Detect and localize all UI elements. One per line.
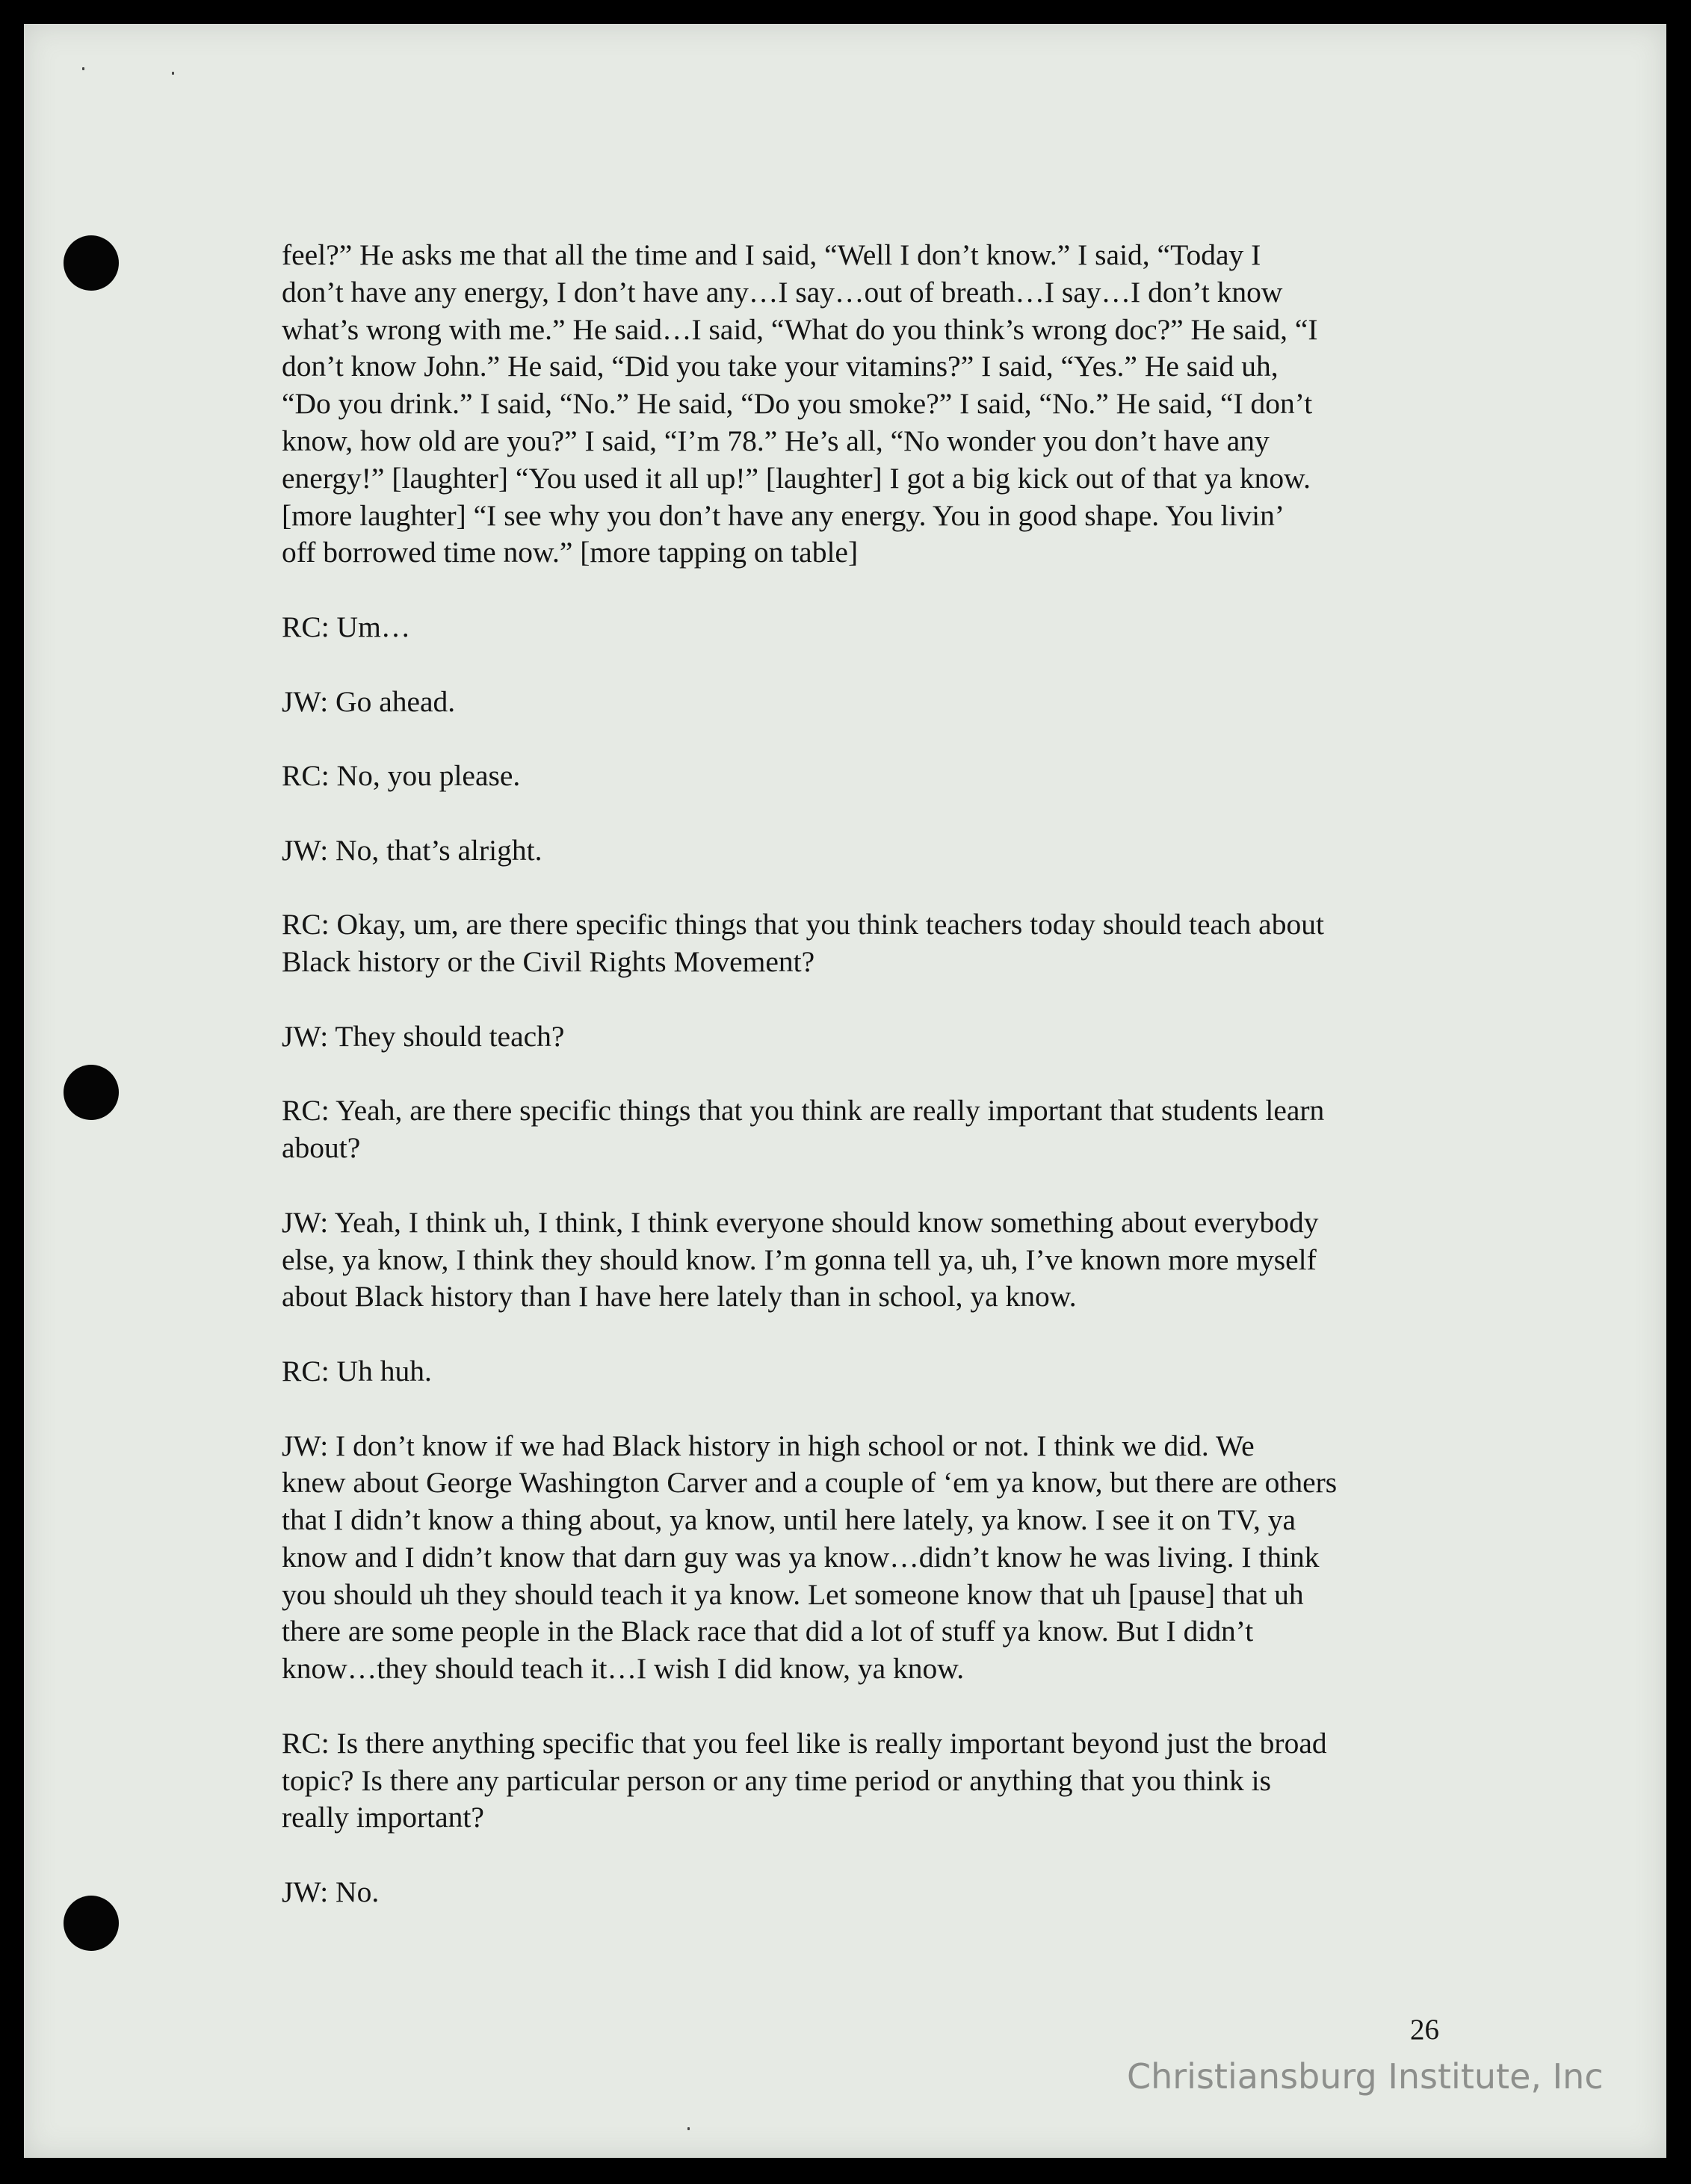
- transcript-line: JW: I don’t know if we had Black history in high school or not. I think we did. We: [282, 1429, 1255, 1462]
- transcript-paragraph: [282, 684, 1462, 721]
- transcript-paragraph: [282, 609, 1462, 646]
- punch-hole-bottom: [64, 1896, 119, 1951]
- transcript-line: RC: Yeah, are there specific things that you think are really important that students learn: [282, 1094, 1325, 1127]
- transcript-line: don’t know John.” He said, “Did you take your vitamins?” I said, “Yes.” He said uh,: [282, 350, 1279, 383]
- transcript-line: know, how old are you?” I said, “I’m 78.” He’s all, “No wonder you don’t have any: [282, 424, 1270, 457]
- transcript-line: “Do you drink.” I said, “No.” He said, “Do you smoke?” I said, “No.” He said, “I don’t: [282, 387, 1313, 421]
- transcript-paragraph: [282, 1092, 1462, 1167]
- transcript-paragraph: [282, 906, 1462, 981]
- transcript-line: that I didn’t know a thing about, ya know, until here lately, ya know. I see it on TV, ya: [282, 1503, 1296, 1537]
- transcript-line: else, ya know, I think they should know. I’m gonna tell ya, uh, I’ve known more myself: [282, 1243, 1317, 1276]
- transcript-paragraph: [282, 237, 1462, 572]
- transcript-paragraph: [282, 1725, 1462, 1837]
- transcript-paragraph: [282, 1428, 1462, 1689]
- transcript-line: know and I didn’t know that darn guy was ya know…didn’t know he was living. I think: [282, 1540, 1320, 1574]
- transcript-line: what’s wrong with me.” He said…I said, “What do you think’s wrong doc?” He said, “I: [282, 312, 1318, 346]
- transcript-line: JW: They should teach?: [282, 1019, 565, 1053]
- transcript-line: RC: Uh huh.: [282, 1354, 432, 1388]
- transcript-line: Black history or the Civil Rights Movement?: [282, 945, 815, 979]
- paper-speck: [82, 67, 84, 70]
- transcript-line: JW: No.: [282, 1875, 380, 1909]
- transcript-line: you should uh they should teach it ya know. Let someone know that uh [pause] that uh: [282, 1577, 1304, 1611]
- transcript-paragraph: [282, 758, 1462, 795]
- transcript-paragraph: [282, 1204, 1462, 1316]
- transcript-line: RC: Is there anything specific that you feel like is really important beyond just the broad: [282, 1726, 1327, 1760]
- transcript-line: RC: No, you please.: [282, 759, 521, 793]
- transcript-line: RC: Okay, um, are there specific things that you think teachers today should teach about: [282, 908, 1324, 941]
- transcript-line: [more laughter] “I see why you don’t have any energy. You in good shape. You livin’: [282, 498, 1285, 532]
- transcript-line: don’t have any energy, I don’t have any…I say…out of breath…I say…I don’t know: [282, 275, 1283, 309]
- transcript-paragraph: [282, 1874, 1462, 1911]
- transcript-line: off borrowed time now.” [more tapping on table]: [282, 536, 859, 569]
- transcript-line: about?: [282, 1131, 361, 1165]
- transcript-line: know…they should teach it…I wish I did know, ya know.: [282, 1652, 965, 1686]
- transcript-line: there are some people in the Black race that did a lot of stuff ya know. But I didn’t: [282, 1615, 1254, 1648]
- transcript-paragraph: [282, 1353, 1462, 1390]
- transcript-line: knew about George Washington Carver and a couple of ‘em ya know, but there are others: [282, 1466, 1338, 1500]
- watermark: Christiansburg Institute, Inc: [1127, 2056, 1604, 2097]
- interview-transcript: [282, 237, 1462, 1949]
- transcript-line: feel?” He asks me that all the time and I said, “Well I don’t know.” I said, “Today I: [282, 238, 1261, 271]
- transcript-line: JW: No, that’s alright.: [282, 833, 542, 867]
- paper-speck: [687, 2127, 690, 2130]
- transcript-paragraph: [282, 1018, 1462, 1056]
- transcript-line: about Black history than I have here lately than in school, ya know.: [282, 1280, 1077, 1314]
- transcript-line: energy!” [laughter] “You used it all up!” [laughter] I got a big kick out of that ya know.: [282, 461, 1311, 495]
- punch-hole-middle: [64, 1065, 119, 1120]
- transcript-line: JW: Yeah, I think uh, I think, I think everyone should know something about everybody: [282, 1205, 1319, 1239]
- transcript-line: topic? Is there any particular person or any time period or anything that you think is: [282, 1763, 1271, 1797]
- document-page: [24, 24, 1666, 2158]
- transcript-line: RC: Um…: [282, 610, 411, 643]
- transcript-paragraph: [282, 832, 1462, 870]
- transcript-line: JW: Go ahead.: [282, 684, 456, 718]
- page-number: 26: [1410, 2014, 1439, 2046]
- transcript-line: really important?: [282, 1801, 484, 1834]
- paper-speck: [172, 72, 174, 75]
- punch-hole-top: [64, 235, 119, 291]
